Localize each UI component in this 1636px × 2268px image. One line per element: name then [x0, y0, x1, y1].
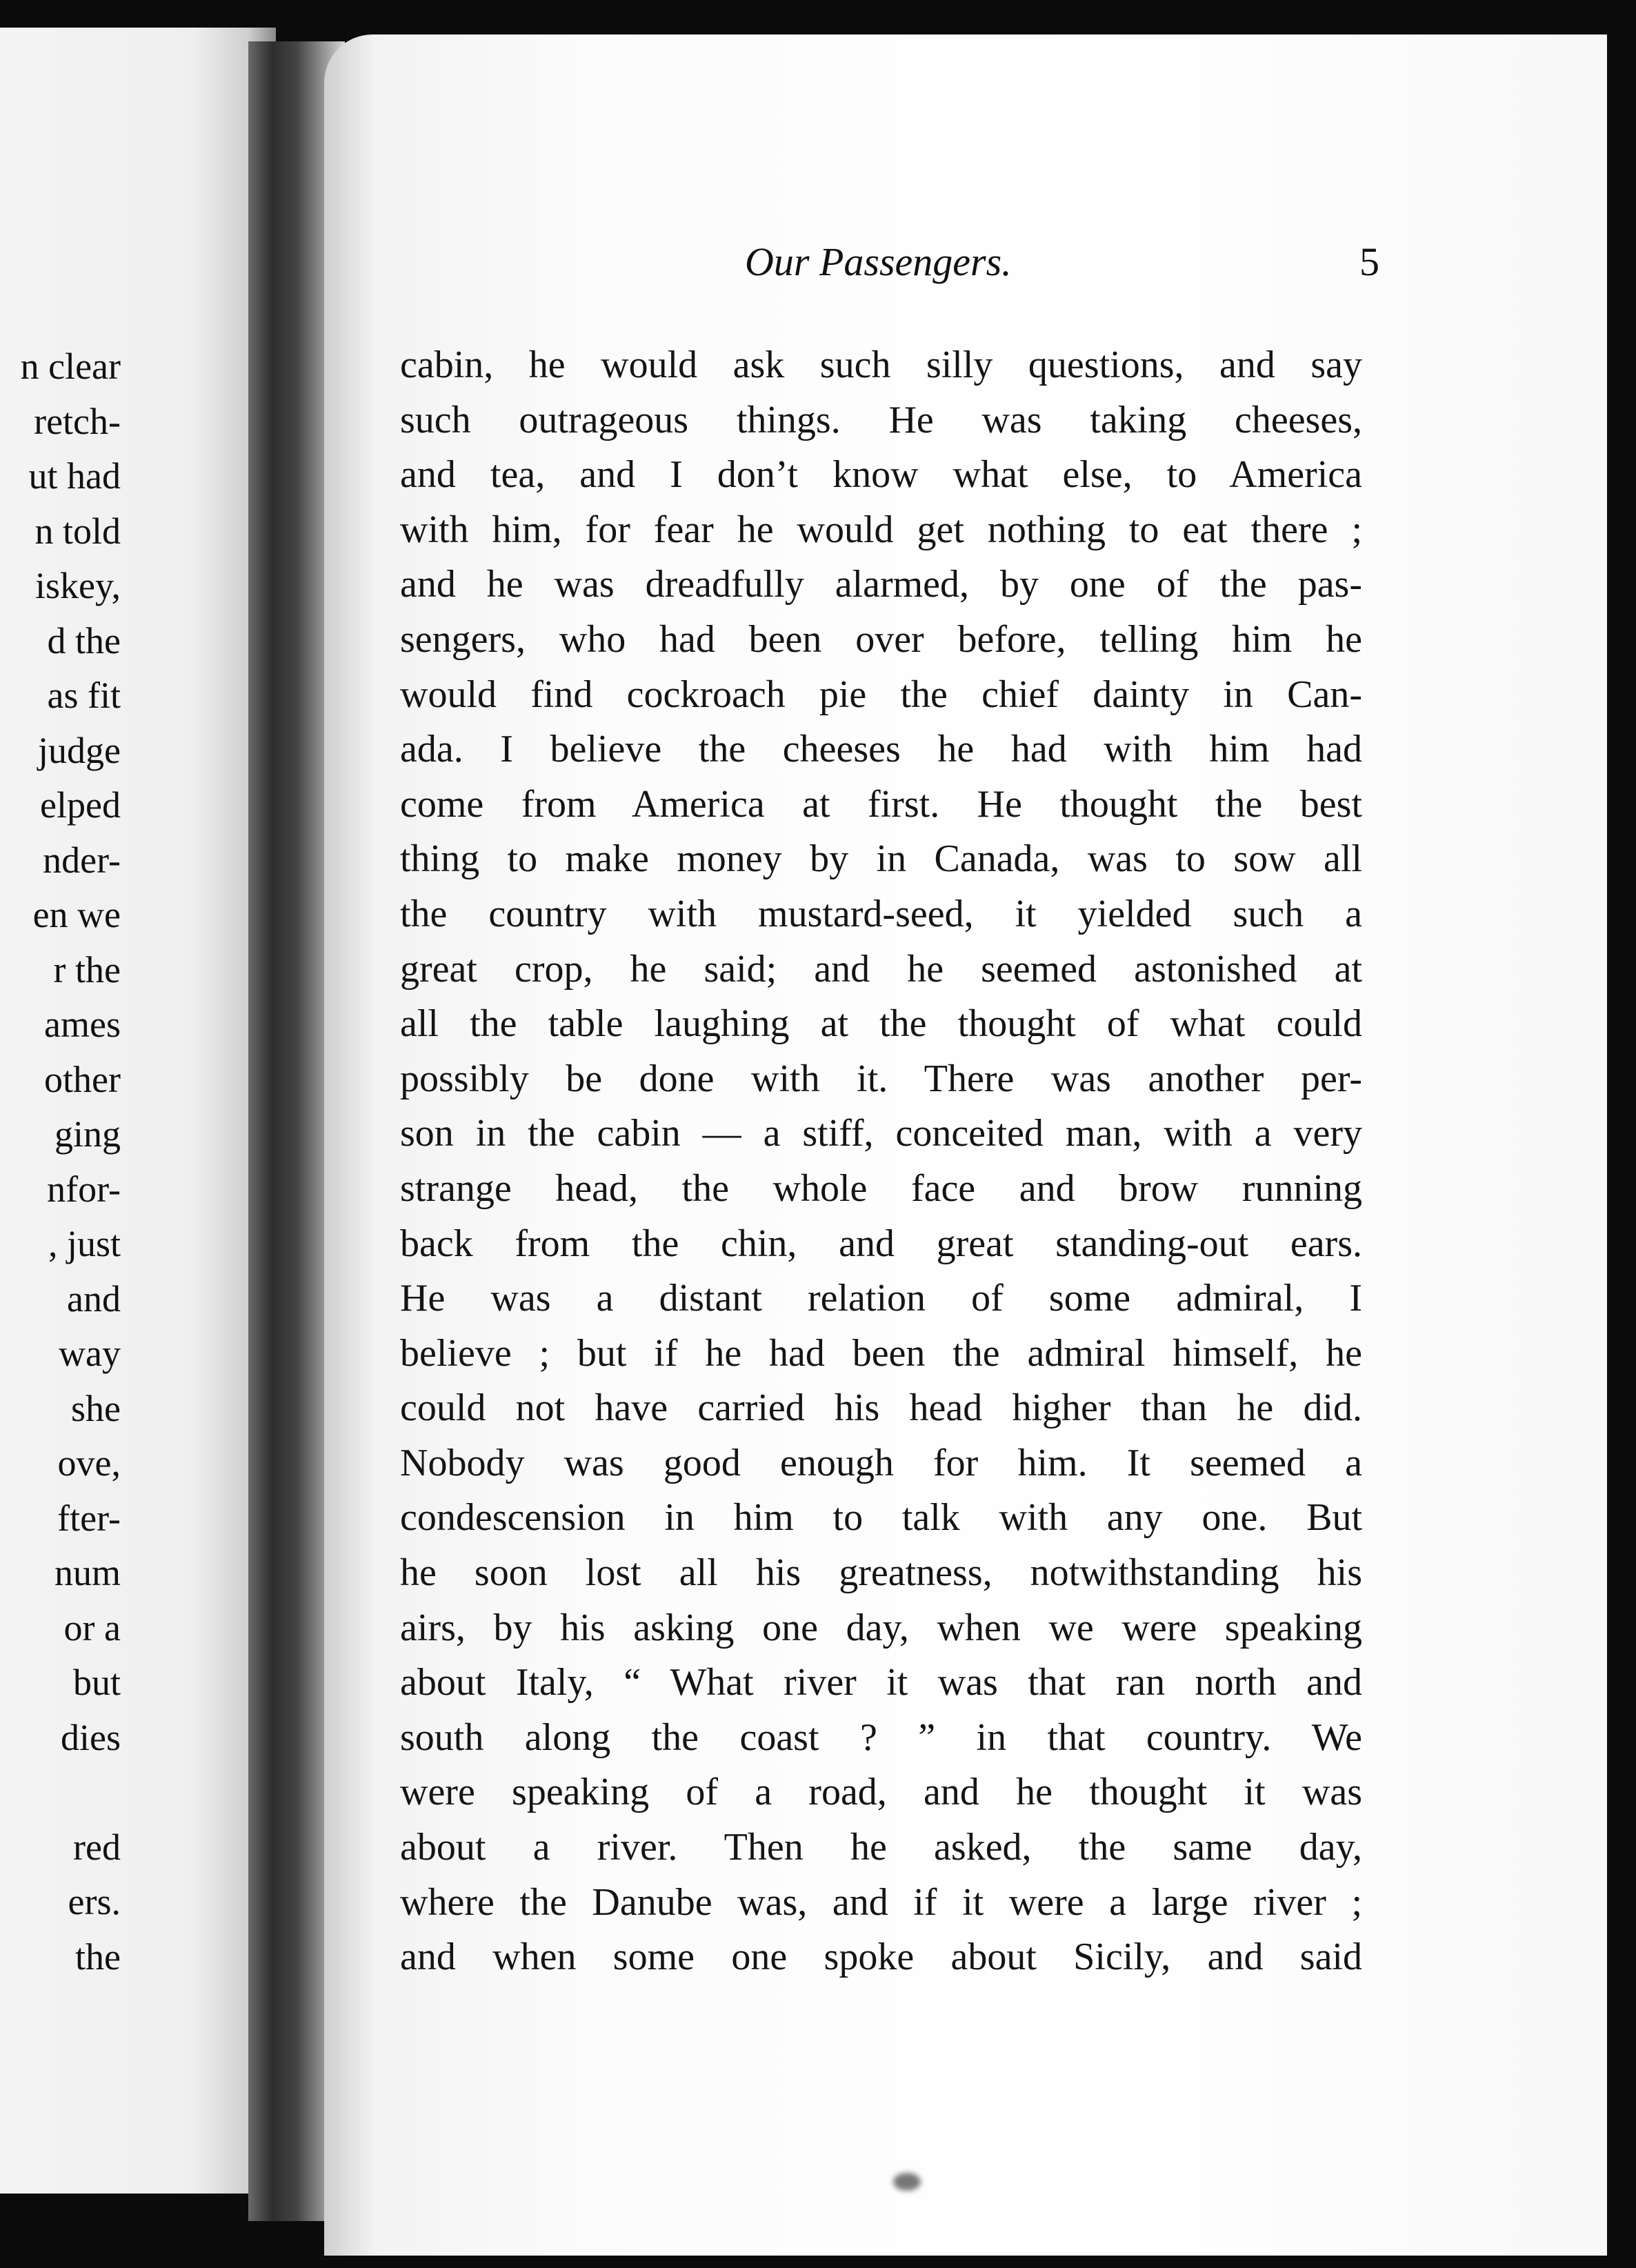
text-line: sengers, who had been over before, telling him he — [400, 617, 1362, 661]
left-line: other — [44, 1058, 121, 1100]
left-line: elped — [40, 784, 121, 826]
left-line: n told — [34, 510, 121, 552]
text-line: son in the cabin — a stiff, conceited man, with a very — [400, 1112, 1362, 1155]
text-line: the country with mustard-seed, it yielded such a — [400, 892, 1362, 935]
text-line: condescension in him to talk with any one. But — [400, 1496, 1362, 1540]
left-line: the — [75, 1936, 121, 1978]
left-line: but — [72, 1662, 121, 1703]
left-line: fter- — [57, 1497, 121, 1539]
text-line: thing to make money by in Canada, was to sow all — [400, 837, 1362, 881]
left-line: ging — [54, 1113, 121, 1155]
left-line: dies — [61, 1716, 121, 1758]
text-line: would find cockroach pie the chief dainty in Can- — [400, 673, 1362, 716]
page-number: 5 — [1359, 239, 1379, 284]
page-header — [745, 235, 1379, 290]
text-line: he soon lost all his greatness, notwithstanding his — [400, 1551, 1362, 1595]
text-line: possibly be done with it. There was another per- — [400, 1057, 1362, 1100]
text-line: about Italy, “ What river it was that ran north and — [400, 1661, 1362, 1704]
text-line: south along the coast ? ” in that country. We — [400, 1715, 1362, 1759]
left-page-text — [0, 339, 121, 1984]
text-line: where the Danube was, and if it were a large river ; — [400, 1880, 1362, 1924]
left-line: and — [67, 1277, 121, 1320]
text-line: and when some one spoke about Sicily, and said — [400, 1936, 1362, 1979]
left-line: ers. — [68, 1881, 121, 1922]
left-line: red — [73, 1826, 121, 1868]
running-title: Our Passengers. — [745, 239, 1012, 284]
ink-speck — [893, 2173, 921, 2191]
text-line: cabin, he would ask such silly questions, and say — [400, 344, 1362, 386]
text-line: were speaking of a road, and he thought it was — [400, 1771, 1362, 1814]
text-line: all the table laughing at the thought of what could — [400, 1002, 1362, 1046]
left-line: retch- — [34, 400, 121, 442]
left-line: ut had — [28, 455, 121, 497]
left-line: r the — [53, 948, 121, 991]
left-line: nder- — [43, 839, 121, 881]
left-line: ove, — [57, 1442, 121, 1484]
text-line: believe ; but if he had been the admiral himself, he — [400, 1331, 1362, 1375]
text-line: strange head, the whole face and brow running — [400, 1166, 1362, 1210]
left-line: en we — [32, 894, 121, 935]
text-line: ada. I believe the cheeses he had with him had — [400, 728, 1362, 771]
left-line: iskey, — [35, 565, 121, 606]
left-line: ames — [44, 1004, 121, 1045]
text-line: about a river. Then he asked, the same day, — [400, 1826, 1362, 1869]
left-line: num — [54, 1552, 121, 1593]
left-line: she — [71, 1387, 121, 1429]
left-line: as fit — [47, 675, 121, 716]
left-line — [0, 1765, 121, 1820]
text-line: back from the chin, and great standing-out ears. — [400, 1222, 1362, 1265]
text-line: He was a distant relation of some admiral, I — [400, 1277, 1362, 1320]
text-line: and tea, and I don’t know what else, to America — [400, 453, 1362, 497]
left-line: judge — [38, 729, 121, 771]
text-line: could not have carried his head higher than he did. — [400, 1386, 1362, 1430]
text-line: with him, for fear he would get nothing to eat there ; — [400, 508, 1362, 551]
left-line: n clear — [20, 346, 121, 387]
text-line: Nobody was good enough for him. It seemed a — [400, 1441, 1362, 1484]
text-line: and he was dreadfully alarmed, by one of the pas- — [400, 563, 1362, 606]
left-line: nfor- — [47, 1168, 121, 1210]
text-line: great crop, he said; and he seemed astonished at — [400, 947, 1362, 991]
left-line: or a — [63, 1606, 121, 1649]
left-line: d the — [47, 619, 121, 662]
left-page — [0, 28, 276, 2194]
body-text — [400, 338, 1362, 1985]
text-line: come from America at first. He thought the best — [400, 782, 1362, 826]
left-line: , just — [48, 1223, 121, 1264]
text-line: such outrageous things. He was taking cheeses, — [400, 398, 1362, 441]
text-line: airs, by his asking one day, when we were speaking — [400, 1606, 1362, 1649]
left-line: way — [59, 1333, 121, 1374]
